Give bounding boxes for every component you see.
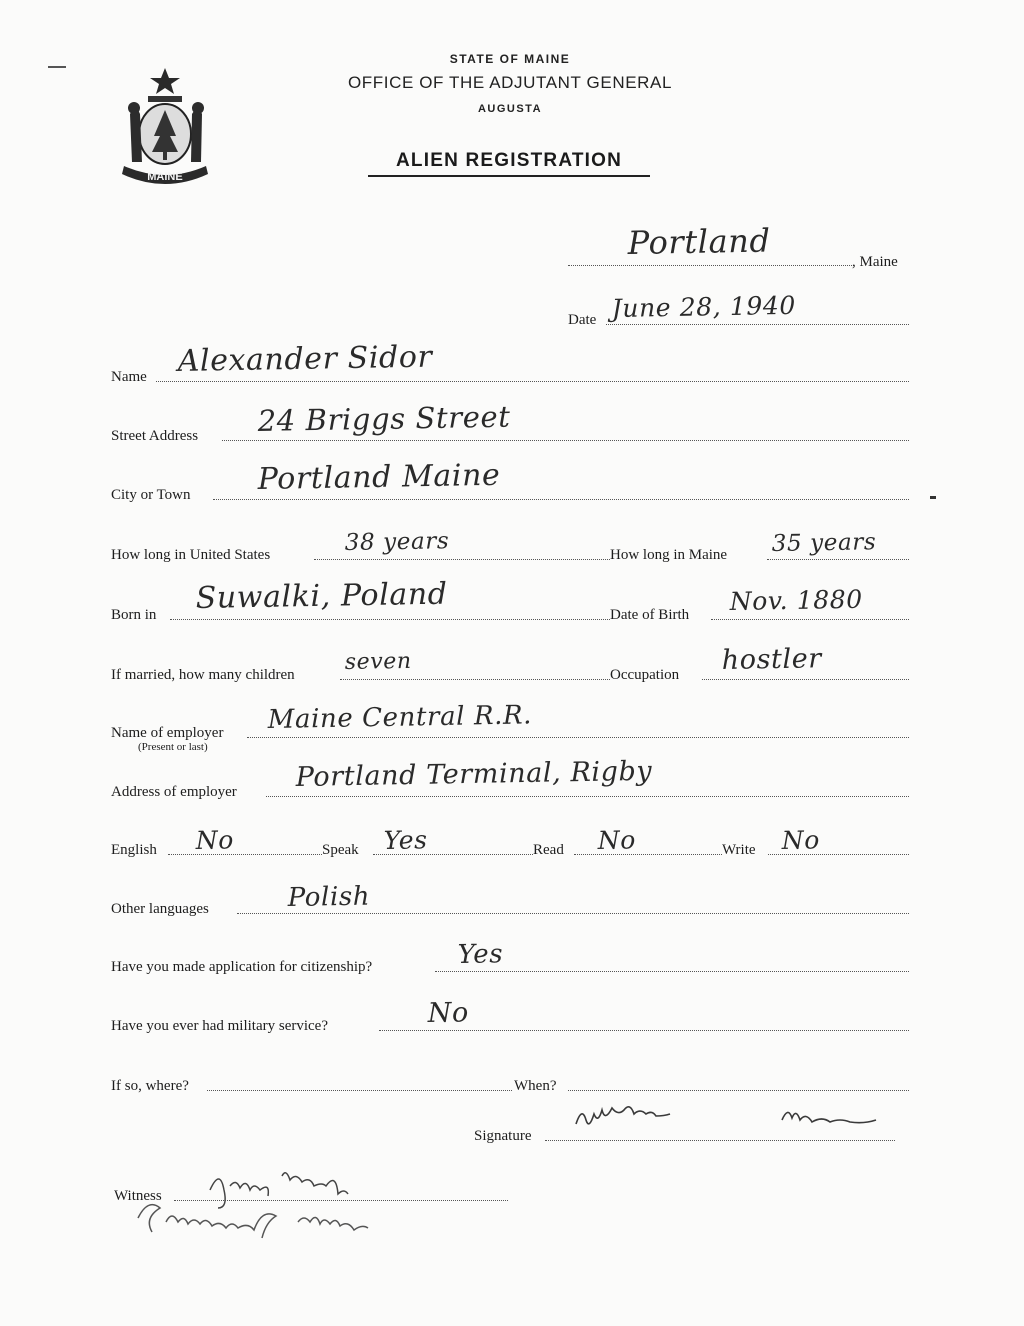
employer-label: Name of employer [111, 725, 224, 741]
english-label: English [111, 842, 157, 858]
name-line [156, 381, 909, 382]
city-town-label: City or Town [111, 487, 191, 503]
english-entry: No [195, 825, 235, 855]
citizenship-entry: Yes [457, 939, 504, 970]
state-seal-image [110, 62, 220, 192]
occupation-entry: hostler [721, 643, 823, 676]
born-in-entry: Suwalki, Poland [195, 576, 448, 616]
place-entry: Portland [627, 221, 771, 262]
when-label: When? [514, 1078, 557, 1094]
where-label: If so, where? [111, 1078, 189, 1094]
maine-suffix-label: , Maine [852, 254, 898, 270]
date-label: Date [568, 312, 597, 328]
how-long-us-entry: 38 years [344, 528, 450, 556]
witness-label: Witness [114, 1188, 162, 1204]
occupation-label: Occupation [610, 667, 680, 683]
children-entry: seven [344, 648, 412, 675]
how-long-maine-entry: 35 years [771, 529, 877, 557]
city-town-line [213, 499, 909, 500]
english-line [168, 854, 322, 855]
how-long-us-line [314, 559, 610, 560]
employer-line [247, 737, 909, 738]
scan-mark [48, 66, 66, 68]
office-heading: OFFICE OF THE ADJUTANT GENERAL [347, 73, 673, 92]
employer-note: (Present or last) [138, 741, 208, 753]
children-label: If married, how many children [111, 667, 295, 683]
military-label: Have you ever had military service? [111, 1018, 328, 1034]
signature-label: Signature [474, 1128, 532, 1144]
witness-signatures [120, 1160, 520, 1245]
employer-entry: Maine Central R.R. [267, 700, 533, 735]
dob-line [711, 619, 909, 620]
how-long-maine-line [767, 559, 909, 560]
how-long-maine-label: How long in Maine [610, 547, 728, 563]
speak-entry: Yes [383, 825, 428, 855]
speak-label: Speak [322, 842, 359, 858]
employer-address-line [266, 796, 909, 797]
date-line [606, 324, 909, 325]
maine-seal-icon [110, 62, 220, 192]
place-line [568, 265, 852, 266]
state-heading: STATE OF MAINE [449, 52, 571, 66]
employer-address-label: Address of employer [111, 784, 237, 800]
how-long-us-label: How long in United States [111, 547, 271, 563]
citizenship-label: Have you made application for citizenship? [111, 959, 373, 975]
occupation-line [702, 679, 909, 680]
born-in-label: Born in [111, 607, 157, 623]
witness-scribble-icon [120, 1160, 520, 1240]
form-title: ALIEN REGISTRATION [368, 150, 650, 177]
read-label: Read [533, 842, 564, 858]
other-languages-label: Other languages [111, 901, 209, 917]
applicant-signature [568, 1100, 898, 1145]
read-entry: No [597, 825, 637, 855]
signature-scribble-icon [568, 1100, 898, 1140]
dob-entry: Nov. 1880 [729, 584, 863, 616]
other-languages-entry: Polish [287, 881, 371, 913]
employer-address-entry: Portland Terminal, Rigby [295, 755, 653, 793]
military-line [379, 1030, 909, 1031]
born-in-line [170, 619, 610, 620]
military-entry: No [427, 997, 470, 1029]
write-entry: No [781, 825, 821, 855]
city-town-entry: Portland Maine [257, 457, 501, 497]
children-line [340, 679, 610, 680]
where-line [207, 1090, 512, 1091]
write-label: Write [722, 842, 756, 858]
read-line [574, 854, 722, 855]
when-line [568, 1090, 909, 1091]
name-label: Name [111, 369, 147, 385]
city-heading: AUGUSTA [477, 103, 543, 115]
street-line [222, 440, 909, 441]
street-entry: 24 Briggs Street [257, 399, 511, 438]
dob-label: Date of Birth [610, 607, 690, 623]
other-languages-line [237, 913, 909, 914]
svg-text:MAINE: MAINE [147, 171, 183, 183]
name-entry: Alexander Sidor [177, 339, 433, 379]
street-label: Street Address [111, 428, 199, 444]
margin-mark [930, 496, 936, 499]
citizenship-line [435, 971, 909, 972]
date-entry: June 28, 1940 [611, 290, 797, 323]
